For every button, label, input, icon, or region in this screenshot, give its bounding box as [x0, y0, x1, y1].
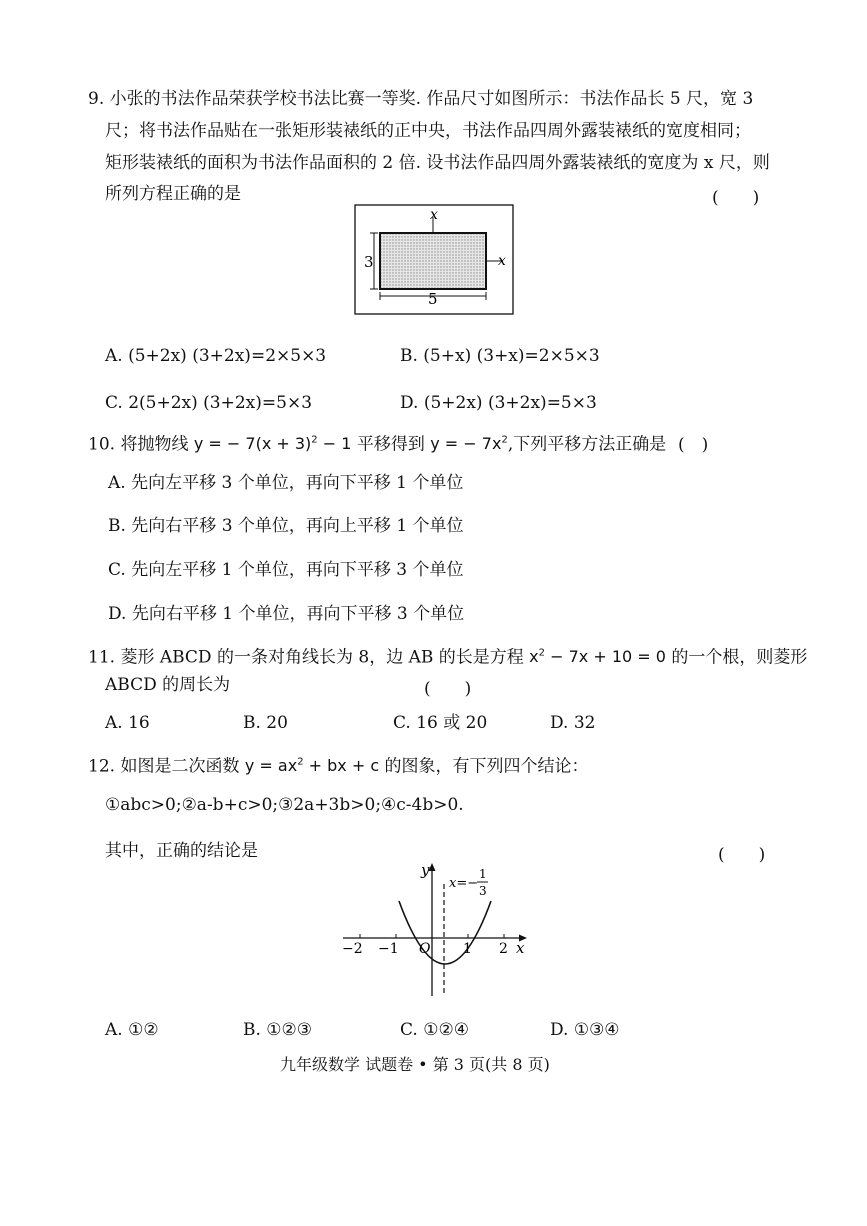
- origin-label: O: [419, 941, 431, 957]
- calligraphy-work-rect: [380, 233, 486, 289]
- q12-option-c: C. ①②④: [400, 1020, 469, 1040]
- q12-option-d: D. ①③④: [550, 1020, 620, 1040]
- q9-answer-paren: ( ): [712, 188, 760, 208]
- parabola-curve: [399, 901, 491, 964]
- q11-option-a: A. 16: [105, 713, 150, 733]
- q11-suffix: 的一个根，则菱形: [671, 647, 808, 668]
- tick-label-pos1: 1: [463, 941, 472, 957]
- y-axis-arrow: [429, 863, 436, 871]
- q10-suffix: ,下列平移方法正确是: [507, 434, 667, 455]
- q10-equation-1: y = − $7(x + 3)^2 - 1$: [193, 434, 352, 454]
- q9-line-3: 矩形装裱纸的面积为书法作品面积的 2 倍. 设书法作品四周外露装裱纸的宽度为 x 尺，则: [105, 153, 770, 173]
- q12-suffix: 的图象，有下列四个结论：: [384, 756, 589, 777]
- q11-stem: [88, 643, 807, 668]
- q12-parabola-graph: [335, 857, 535, 999]
- width-label: 5: [428, 290, 438, 308]
- q12-ask: 其中，正确的结论是: [105, 841, 258, 861]
- q10-answer-paren: ( ): [678, 435, 709, 455]
- q12-answer-paren: ( ): [718, 845, 766, 865]
- x-axis-label: x: [516, 939, 525, 957]
- q11-equation: $x^2 - 7x + 10 = 0$: [529, 647, 666, 667]
- symmetry-axis-label: x=−: [449, 876, 479, 891]
- q9-option-c: C. 2(5+2x) (3+2x)=5×3: [105, 393, 313, 413]
- q9-line-4: 所列方程正确的是: [105, 184, 241, 204]
- q10-equation-2: y = − $7x^2$: [430, 434, 508, 454]
- q10-stem: [88, 430, 666, 455]
- q9-option-a: A. (5+2x) (3+2x)=2×5×3: [105, 346, 327, 366]
- q9-option-b: B. (5+x) (3+x)=2×5×3: [400, 346, 600, 366]
- q11-option-c: C. 16 或 20: [393, 713, 488, 733]
- q9-line-2: 尺；将书法作品贴在一张矩形装裱纸的正中央，书法作品四周外露装裱纸的宽度相同；: [105, 121, 751, 141]
- top-gap-label: x: [430, 207, 438, 223]
- fraction-denominator: 3: [479, 884, 487, 898]
- tick-label-pos2: 2: [499, 941, 508, 957]
- q12-equation: $y = ax^2$ + bx + c: [244, 756, 380, 776]
- q10-option-b: B. 先向右平移 3 个单位，再向上平移 1 个单位: [108, 516, 464, 536]
- q9-line-1: 9. 小张的书法作品荣获学校书法比赛一等奖. 作品尺寸如图所示：书法作品长 5 尺，宽 3: [88, 89, 754, 109]
- q12-option-a: A. ①②: [105, 1020, 159, 1040]
- q12-option-b: B. ①②③: [243, 1020, 313, 1040]
- y-axis-label: y: [421, 861, 430, 879]
- q10-prefix: 10. 将抛物线: [88, 434, 189, 455]
- q10-option-c: C. 先向左平移 1 个单位，再向下平移 3 个单位: [108, 560, 464, 580]
- q10-option-d: D. 先向右平移 1 个单位，再向下平移 3 个单位: [108, 604, 465, 624]
- q12-prefix: 12. 如图是二次函数: [88, 756, 240, 777]
- right-gap-label: x: [498, 253, 506, 269]
- q11-option-b: B. 20: [243, 713, 288, 733]
- q12-stem: [88, 752, 589, 777]
- q11-answer-paren: ( ): [424, 679, 472, 699]
- q10-option-a: A. 先向左平移 3 个单位，再向下平移 1 个单位: [108, 473, 464, 493]
- tick-label-neg2: −2: [342, 941, 363, 957]
- fraction-numerator: 1: [479, 867, 487, 881]
- tick-label-neg1: −1: [378, 941, 399, 957]
- q11-prefix: 11. 菱形 ABCD 的一条对角线长为 8，边 AB 的长是方程: [88, 647, 524, 668]
- page-footer: 九年级数学 试题卷 • 第 3 页(共 8 页): [280, 1055, 550, 1074]
- q9-option-d: D. (5+2x) (3+2x)=5×3: [400, 393, 597, 413]
- height-label: 3: [364, 253, 374, 271]
- q10-mid: 平移得到: [356, 434, 425, 455]
- q11-line-2: ABCD 的周长为: [105, 675, 231, 695]
- q9-figure: [350, 203, 516, 316]
- q12-conclusions: ①abc>0;②a-b+c>0;③2a+3b>0;④c-4b>0.: [105, 795, 464, 815]
- q11-option-d: D. 32: [550, 713, 596, 733]
